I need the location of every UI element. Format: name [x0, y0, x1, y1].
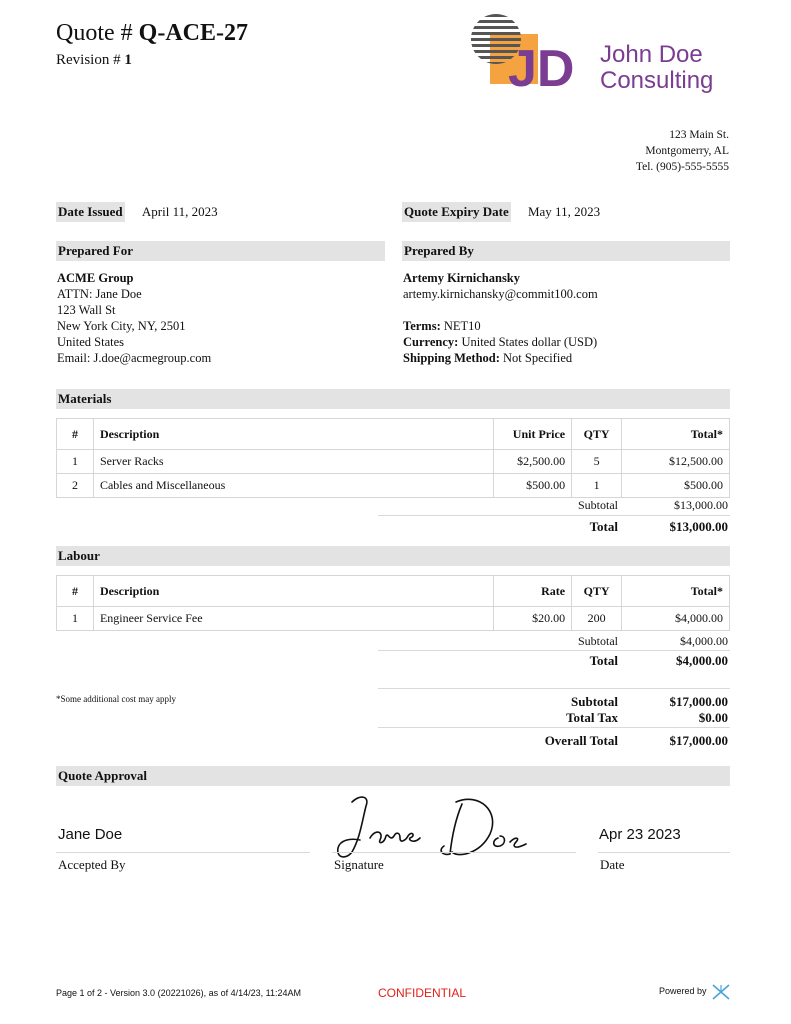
table-row — [57, 474, 730, 498]
divider — [378, 688, 730, 689]
labour-table — [56, 575, 730, 631]
col-total: Total* — [622, 419, 730, 450]
total-tax-value: $0.00 — [698, 710, 728, 725]
labour-subtotal-value: $4,000.00 — [680, 634, 728, 648]
client-city: New York City, NY, 2501 — [57, 319, 186, 333]
quote-title — [56, 20, 248, 47]
row-qty: 5 — [572, 450, 622, 474]
row-qty: 1 — [572, 474, 622, 498]
table-header-row — [57, 419, 730, 450]
row-description: Cables and Miscellaneous — [93, 474, 493, 498]
materials-total-label: Total — [589, 519, 618, 534]
revision-number: 1 — [124, 52, 132, 68]
currency-label: Currency: — [403, 335, 459, 349]
company-name-line1: John Doe — [600, 41, 703, 68]
date-issued-value: April 11, 2023 — [141, 204, 218, 219]
row-description: Server Racks — [93, 450, 493, 474]
quote-approval-heading: Quote Approval — [56, 766, 730, 786]
address-line1: 123 Main St. — [669, 129, 729, 141]
divider — [378, 650, 730, 651]
page-info: Page 1 of 2 - Version 3.0 (20221026), as of 4/14/23, 11:24AM — [56, 988, 301, 998]
signature-label: Signature — [334, 857, 384, 872]
revision — [56, 52, 132, 69]
preparer-email: artemy.kirnichansky@commit100.com — [403, 287, 598, 301]
jd-logo-icon — [468, 12, 600, 94]
row-unit-price: $500.00 — [494, 474, 572, 498]
row-unit-price: $2,500.00 — [494, 450, 572, 474]
shipping-value: Not Specified — [503, 351, 573, 365]
row-description: Engineer Service Fee — [93, 607, 493, 631]
commit100-logo-icon — [711, 983, 731, 1005]
row-total: $12,500.00 — [622, 450, 730, 474]
shipping-label: Shipping Method: — [403, 351, 500, 365]
col-unit-price: Unit Price — [494, 419, 572, 450]
currency-value: United States dollar (USD) — [461, 335, 598, 349]
row-number: 1 — [57, 607, 94, 631]
approval-date-label: Date — [600, 857, 625, 872]
company-logo — [468, 12, 748, 94]
quote-expiry-label: Quote Expiry Date — [402, 202, 511, 222]
prepared-by-heading: Prepared By — [402, 241, 730, 261]
quote-number: Q-ACE-27 — [138, 20, 248, 46]
preparer-name: Artemy Kirnichansky — [403, 271, 521, 285]
total-tax-label: Total Tax — [566, 710, 618, 725]
accepted-by-label: Accepted By — [58, 857, 126, 872]
table-header-row — [57, 576, 730, 607]
prepared-for-heading: Prepared For — [56, 241, 385, 261]
divider — [598, 852, 730, 853]
table-row — [57, 450, 730, 474]
signature — [330, 792, 570, 864]
divider — [56, 852, 310, 853]
row-total: $4,000.00 — [622, 607, 730, 631]
materials-subtotal-value: $13,000.00 — [674, 498, 728, 512]
company-phone: Tel. (905)-555-5555 — [635, 161, 729, 173]
company-name-line2: Consulting — [600, 67, 714, 94]
divider — [378, 727, 730, 728]
date-issued — [56, 202, 218, 222]
prepared-by-block — [403, 270, 598, 366]
labour-total-label: Total — [589, 653, 618, 668]
date-issued-label: Date Issued — [56, 202, 125, 222]
overall-total-value: $17,000.00 — [669, 733, 728, 748]
address-line2: Montgomerry, AL — [645, 145, 729, 157]
materials-table — [56, 418, 730, 498]
client-company: ACME Group — [57, 271, 134, 285]
col-number: # — [57, 419, 94, 450]
prepared-for-block — [57, 270, 211, 366]
col-description: Description — [93, 576, 493, 607]
overall-subtotal-value: $17,000.00 — [669, 694, 728, 709]
overall-subtotal-label: Subtotal — [571, 694, 618, 709]
signature-image — [330, 792, 570, 864]
terms-value: NET10 — [443, 319, 481, 333]
confidential-label: CONFIDENTIAL — [378, 986, 467, 1000]
labour-total-value: $4,000.00 — [676, 653, 728, 668]
col-rate: Rate — [494, 576, 572, 607]
accepted-by-name: Jane Doe — [58, 826, 123, 843]
materials-subtotal-label: Subtotal — [577, 498, 618, 512]
col-total: Total* — [622, 576, 730, 607]
additional-cost-note: *Some additional cost may apply — [56, 694, 176, 704]
revision-label: Revision # — [56, 52, 121, 68]
col-qty: QTY — [572, 576, 622, 607]
materials-total-value: $13,000.00 — [669, 519, 728, 534]
divider — [378, 515, 730, 516]
row-rate: $20.00 — [494, 607, 572, 631]
row-number: 2 — [57, 474, 94, 498]
quote-expiry-value: May 11, 2023 — [527, 204, 601, 219]
client-email: Email: J.doe@acmegroup.com — [57, 351, 212, 365]
labour-subtotal-label: Subtotal — [577, 634, 618, 648]
company-address — [636, 127, 729, 175]
quote-expiry — [402, 202, 600, 222]
materials-heading: Materials — [56, 389, 730, 409]
row-qty: 200 — [572, 607, 622, 631]
col-description: Description — [93, 419, 493, 450]
divider — [332, 852, 576, 853]
row-number: 1 — [57, 450, 94, 474]
table-row — [57, 607, 730, 631]
powered-by-label: Powered by — [659, 986, 707, 996]
client-street: 123 Wall St — [57, 303, 116, 317]
quote-label: Quote # — [56, 20, 133, 46]
terms-label: Terms: — [403, 319, 441, 333]
col-number: # — [57, 576, 94, 607]
client-country: United States — [57, 335, 125, 349]
col-qty: QTY — [572, 419, 622, 450]
approval-date-value: Apr 23 2023 — [599, 826, 681, 843]
logo-initials: JD — [508, 40, 575, 94]
labour-heading: Labour — [56, 546, 730, 566]
row-total: $500.00 — [622, 474, 730, 498]
client-attn: ATTN: Jane Doe — [57, 287, 142, 301]
overall-total-label: Overall Total — [544, 733, 618, 748]
